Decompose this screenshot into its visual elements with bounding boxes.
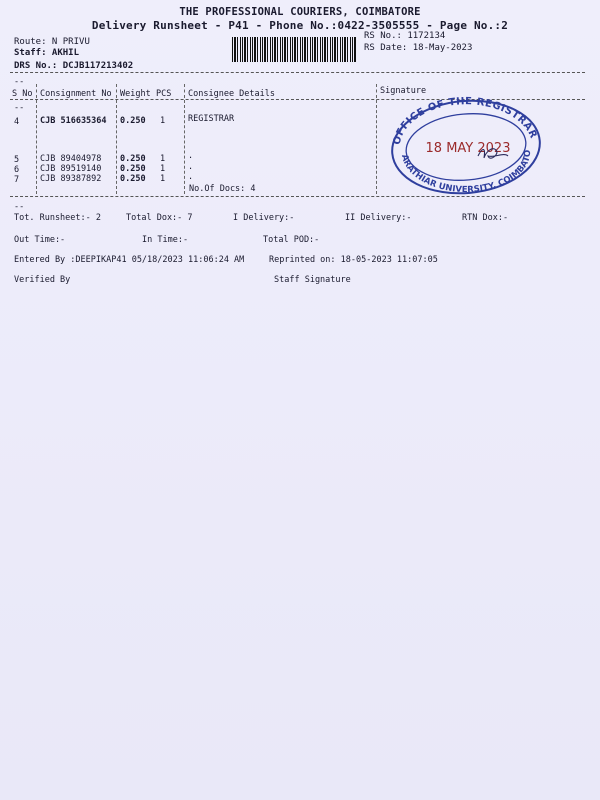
col-divider xyxy=(36,100,37,194)
total-runsheet: Tot. Runsheet:- 2 xyxy=(14,213,101,223)
row-sno: 6 xyxy=(14,165,20,175)
divider xyxy=(10,196,585,197)
stamp-top-text: OFFICE OF THE REGISTRAR xyxy=(391,96,539,146)
row-details: . xyxy=(188,162,194,172)
col-divider xyxy=(376,100,377,194)
reprinted-on: Reprinted on: 18-05-2023 11:07:05 xyxy=(269,255,438,265)
total-pod: Total POD:- xyxy=(263,235,320,245)
drs-number: DRS No.: DCJB117213402 xyxy=(14,61,134,71)
separator-mark: -- xyxy=(14,103,25,113)
row-details: . xyxy=(188,151,194,161)
col-header-consignee: Consignee Details xyxy=(188,89,275,99)
rs-date: RS Date: 18-May-2023 xyxy=(364,43,473,53)
row-sno: 7 xyxy=(14,175,20,185)
col-divider xyxy=(116,100,117,194)
col-divider xyxy=(184,84,185,98)
row-pcs: 1 xyxy=(160,164,166,174)
separator-mark: -- xyxy=(14,77,25,87)
route-label: Route: N PRIVU xyxy=(14,37,90,47)
divider xyxy=(10,72,585,73)
stamp-date: 18 MAY 2023 xyxy=(425,141,511,156)
verified-by: Verified By xyxy=(14,275,71,285)
row-consignment: CJB 89519140 xyxy=(40,164,102,174)
document-title: Delivery Runsheet - P41 - Phone No.:0422-3505555 - Page No.:2 xyxy=(91,19,509,32)
row-details: REGISTRAR xyxy=(188,114,235,124)
row-sno: 4 xyxy=(14,117,20,127)
total-dox: Total Dox:- 7 xyxy=(126,213,193,223)
col-header-signature: Signature xyxy=(380,86,427,96)
col-header-consignment: Consignment No xyxy=(40,89,112,99)
row-weight: 0.250 xyxy=(120,174,146,184)
separator-mark: -- xyxy=(14,202,25,212)
svg-text:OFFICE OF THE REGISTRAR xyxy=(392,96,539,146)
row-pcs: 1 xyxy=(160,154,166,164)
i-delivery: I Delivery:- xyxy=(233,213,295,223)
col-divider xyxy=(376,84,377,98)
row-pcs: 1 xyxy=(160,116,166,126)
ii-delivery: II Delivery:- xyxy=(345,213,412,223)
rtn-dox: RTN Dox:- xyxy=(462,213,509,223)
registrar-stamp xyxy=(386,96,544,196)
out-time: Out Time:- xyxy=(14,235,66,245)
stamp-seal xyxy=(386,96,544,196)
row-sno: 5 xyxy=(14,155,20,165)
staff-label: Staff: AKHIL xyxy=(14,48,80,58)
row-consignment: CJB 89404978 xyxy=(40,154,102,164)
row-consignment: CJB 89387892 xyxy=(40,174,102,184)
rs-number: RS No.: 1172134 xyxy=(364,31,446,41)
row-weight: 0.250 xyxy=(120,116,146,126)
col-header-sno: S No xyxy=(12,89,33,99)
row-details: . xyxy=(188,172,194,182)
entered-by: Entered By :DEEPIKAP41 05/18/2023 11:06:24 AM xyxy=(14,255,245,265)
no-of-docs: No.Of Docs: 4 xyxy=(189,184,256,194)
row-weight: 0.250 xyxy=(120,154,146,164)
col-header-pcs: PCS xyxy=(156,89,172,99)
row-pcs: 1 xyxy=(160,174,166,184)
in-time: In Time:- xyxy=(142,235,189,245)
col-header-weight: Weight xyxy=(120,89,151,99)
col-divider xyxy=(116,84,117,98)
barcode xyxy=(232,37,357,62)
staff-signature: Staff Signature xyxy=(274,275,351,285)
row-consignment: CJB 516635364 xyxy=(40,116,107,126)
company-name: THE PROFESSIONAL COURIERS, COIMBATORE xyxy=(179,6,421,18)
col-divider xyxy=(36,84,37,98)
stamp-bottom-text: ARATHIAR UNIVERSITY, COIMBATO xyxy=(399,149,534,196)
col-divider xyxy=(184,100,185,194)
row-weight: 0.250 xyxy=(120,164,146,174)
